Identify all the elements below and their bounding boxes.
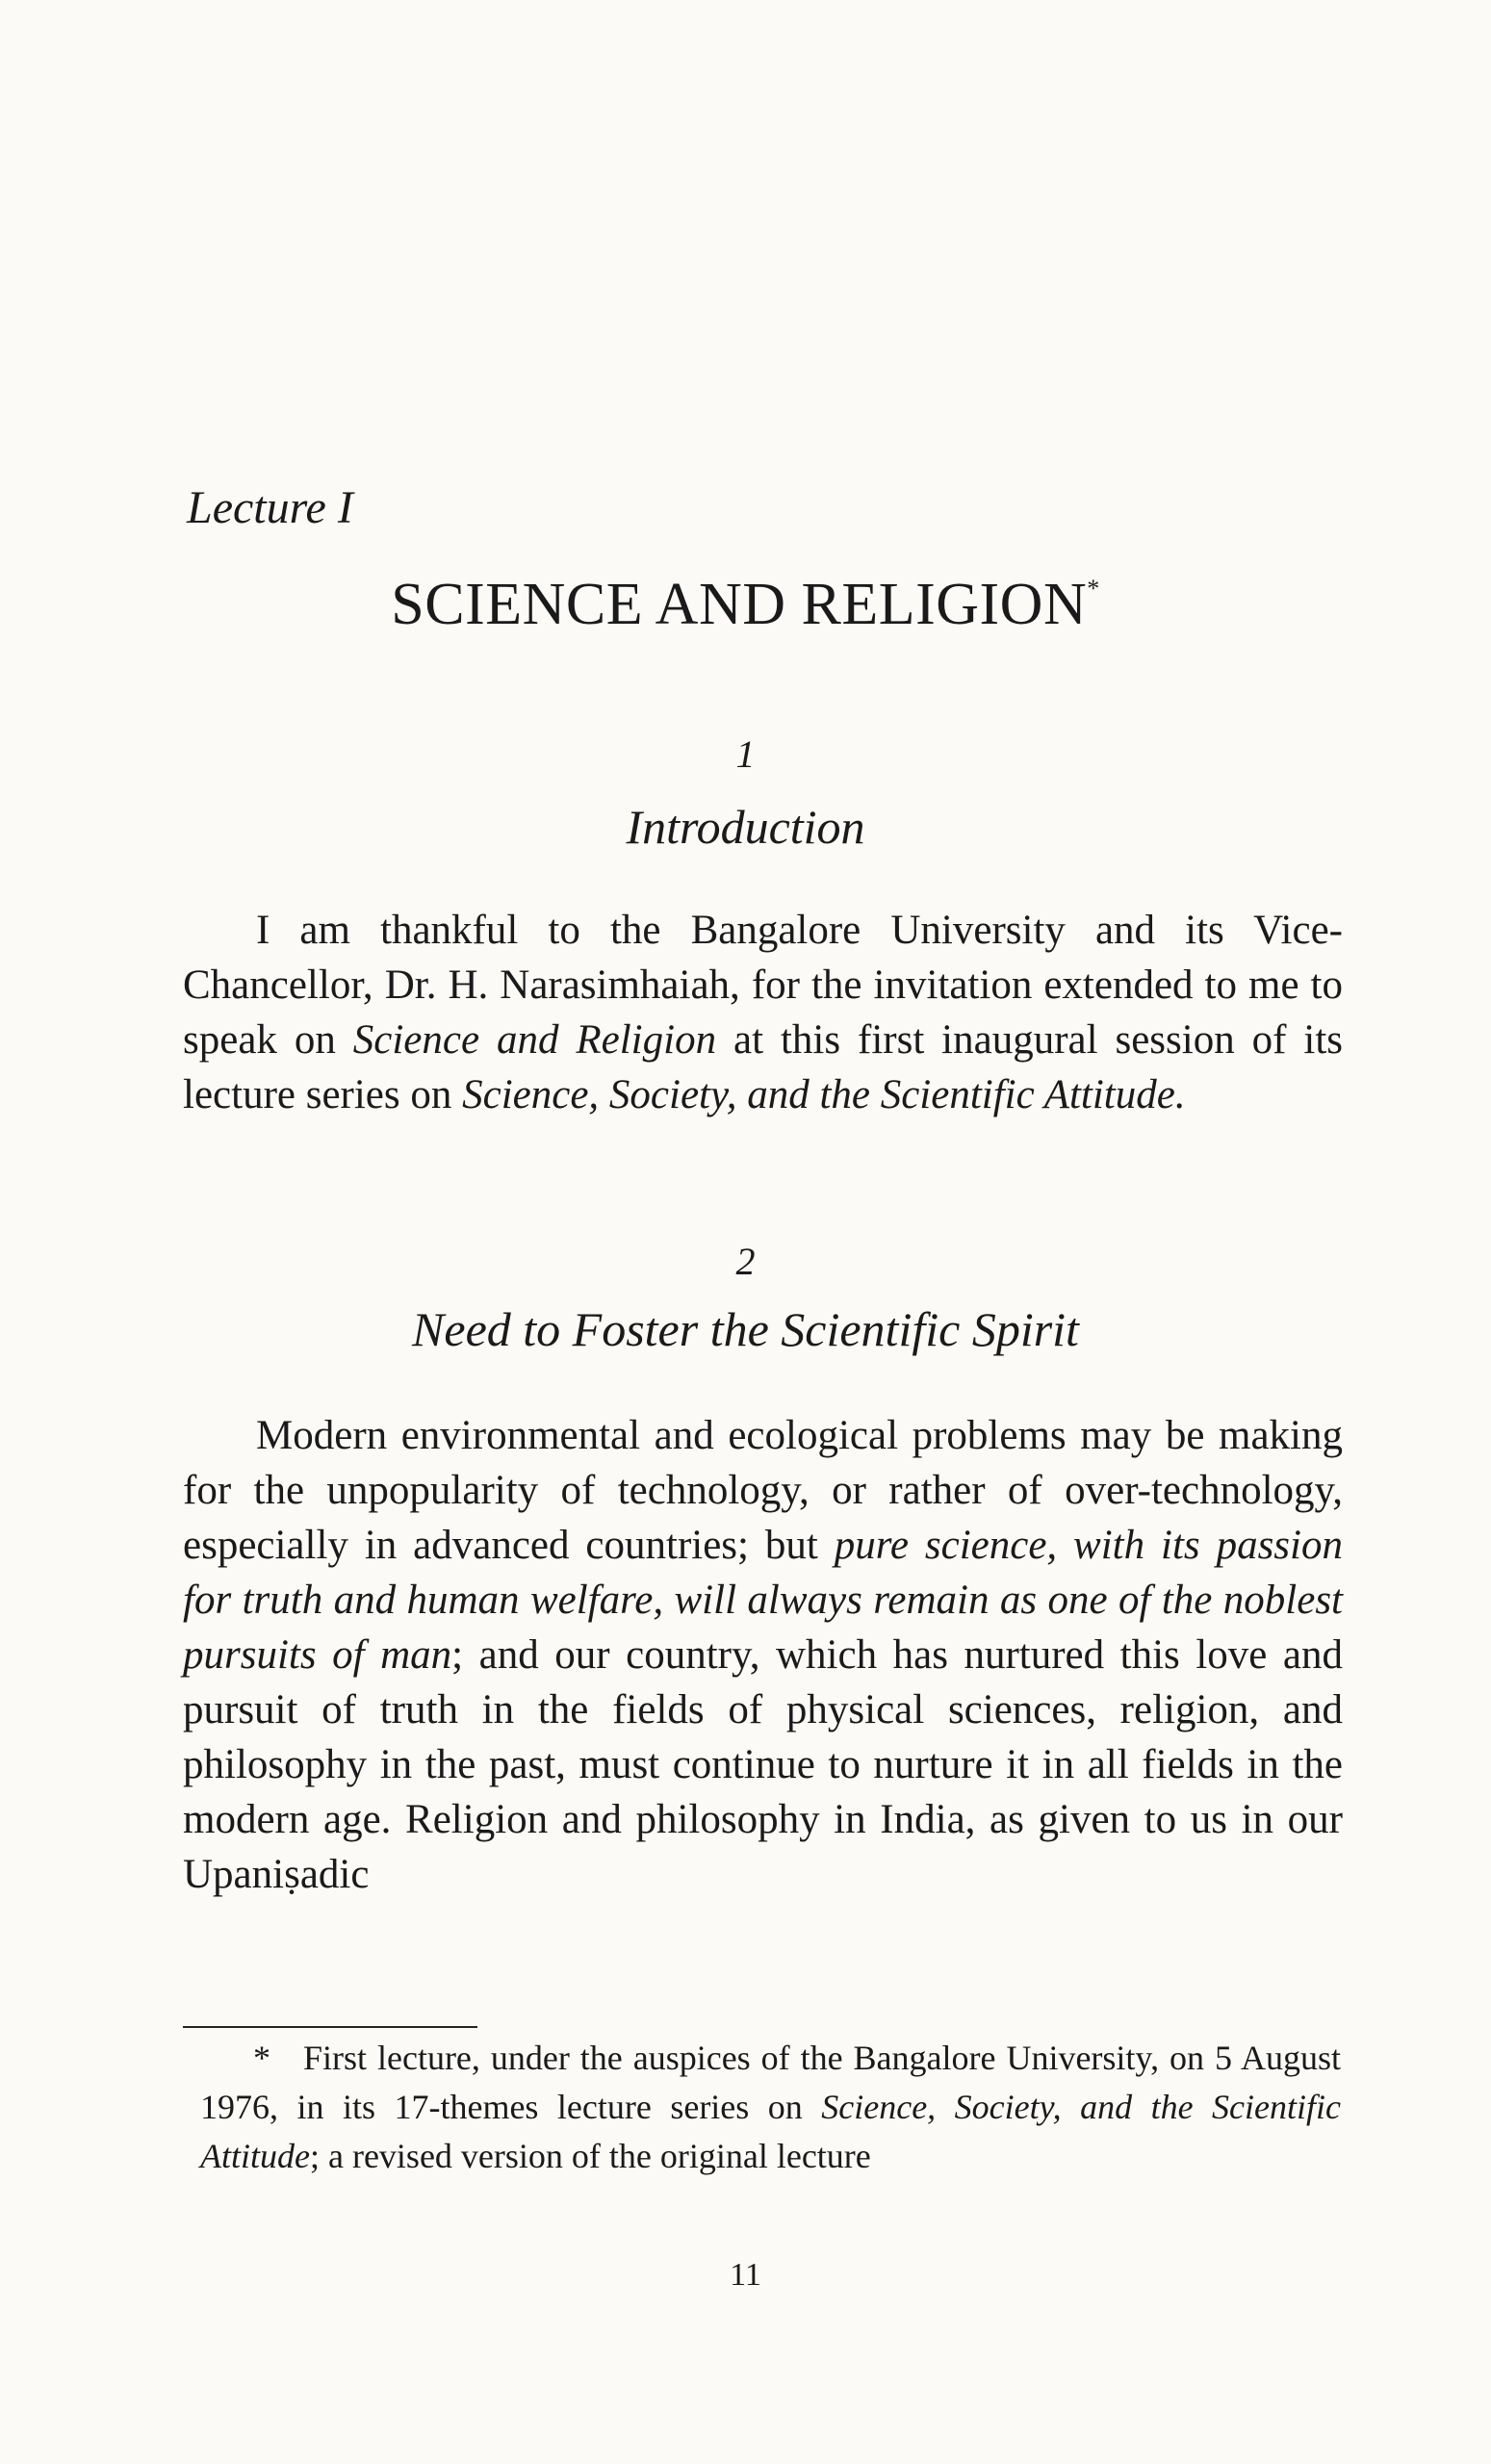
paragraph-segment-italic: Science, Society, and the Scientific Attitude. <box>462 1072 1186 1117</box>
paragraph-segment-italic: pure science, with its passion for truth and human welfare, will always remain as one of the noblest pursuits of man <box>183 1523 1343 1678</box>
section-2-paragraph <box>183 1408 1343 1902</box>
section-2-number: 2 <box>735 1240 756 1283</box>
section-1-paragraph <box>183 903 1343 1122</box>
section-2-heading: Need to Foster the Scientific Spirit <box>412 1302 1079 1356</box>
paragraph-segment-italic: Science and Religion <box>352 1017 717 1063</box>
chapter-title <box>0 571 1491 639</box>
chapter-title-text: SCIENCE AND RELIGION <box>391 572 1088 637</box>
paragraph-segment: ; and our country, which has nurtured this love and pursuit of truth in the fields of physical sciences, religion, and philosophy in the past, must continue to nurture it in all fields in the modern age. Religion and philosophy in India, as given to us in our Upaniṣadic <box>183 1632 1343 1897</box>
paragraph-segment: I am thankful to the Bangalore University and its Vice-Chancellor, Dr. H. Narasimhaiah, for the invitation extended to me to speak on <box>183 908 1343 1063</box>
footnote-mark: * <box>253 2039 270 2077</box>
paragraph-segment: Modern environmental and ecological problems may be making for the unpopularity of technology, or rather of over-technology, especially in advanced countries; but <box>183 1413 1343 1568</box>
page-number: 11 <box>730 2257 761 2293</box>
paragraph-segment: at this first inaugural session of its lecture series on <box>183 1017 1344 1117</box>
footnote-segment-italic: Science, Society, and the Scientific Attitude <box>200 2088 1341 2175</box>
footnote-segment: First lecture, under the auspices of the Bangalore University, on 5 August 1976, in its 17-themes lecture series on <box>200 2039 1341 2126</box>
footnote-reference-mark: * <box>1087 575 1100 603</box>
lecture-label: Lecture I <box>187 482 353 533</box>
footnote-segment: ; a revised version of the original lecture <box>309 2137 871 2175</box>
footnote <box>200 2034 1341 2181</box>
section-1-heading: Introduction <box>626 800 865 854</box>
footnote-divider <box>183 2026 477 2028</box>
section-1-number: 1 <box>735 732 756 776</box>
